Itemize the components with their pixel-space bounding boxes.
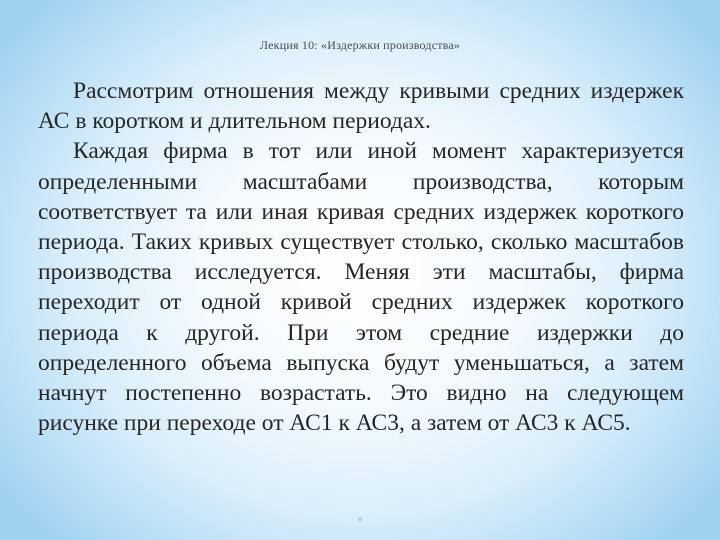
footer-asterisk: * [357, 515, 363, 528]
paragraph-1: Рассмотрим отношения между кривыми средних издержек АС в коротком и длительном периодах. [38, 78, 684, 135]
lecture-header: Лекция 10: «Издержки производства» [259, 38, 461, 52]
slide-body [38, 76, 684, 438]
paragraph-2: Каждая фирма в тот или иной момент характеризуется определенными масштабами производства, которым соответствует та или иная кривая средних издержек короткого периода. Таких кривых существует столько, сколько масштабов производства исследуется. Меняя эти масштабы, фирма переходит от одной кривой средних издержек короткого периода к другой. При этом средние издержки до определенного объема выпуска будут уменьшаться, а затем начнут постепенно возрастать. Это видно на следующем рисунке при переходе от АС1 к АС3, а затем от АС3 к АС5. [38, 138, 684, 437]
